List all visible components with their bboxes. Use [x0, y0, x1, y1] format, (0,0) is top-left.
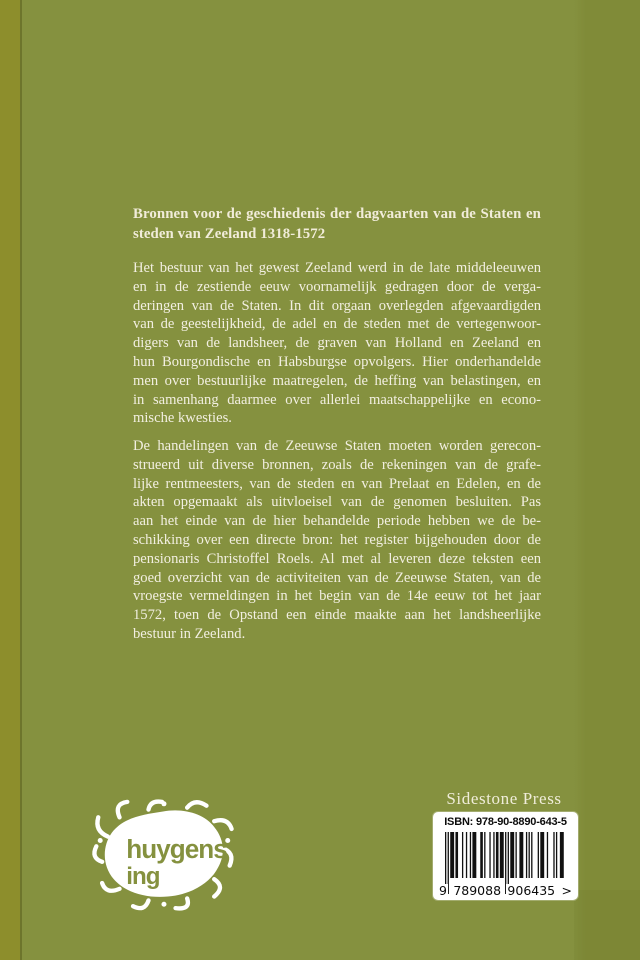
text-line: bestuur in Zeeland.: [133, 625, 246, 642]
text-line: lijke rentmeesters, van de steden en van Prelaat en Edelen, en de: [133, 475, 541, 492]
text-line: van de geestelijkheid, de adel en de steden met de vertegenwoor-: [133, 316, 541, 333]
text-line: hun Bourgondische en Habsburgse opvolgers. Hier onderhandelde: [133, 353, 541, 370]
book-spine: [0, 0, 20, 960]
logo-word-1: huygens: [126, 833, 227, 864]
isbn-label: ISBN: 978-90-8890-643-5: [444, 816, 567, 828]
text-line: mische kwesties.: [133, 410, 232, 427]
text-line: in samenhang daarmee over allerlei maatschappelijke en econo-: [133, 391, 541, 408]
cover-edge-shading: [574, 0, 640, 960]
text-line: 1572, toen de Opstand een einde maakte aan het landsheerlijke: [133, 607, 541, 624]
text-line: digers van de landsheer, de graven van Holland en Zeeland en: [133, 335, 541, 352]
text-line: aan het einde van de hier behandelde periode hebben we de be-: [133, 513, 541, 530]
barcode-digit-group: 789088: [453, 883, 502, 898]
barcode-digit-group: 906435: [507, 883, 556, 898]
spine-seam: [20, 0, 22, 960]
text-line: steden van Zeeland 1318-1572: [133, 226, 326, 242]
body-paragraph-1: [133, 259, 541, 428]
text-line: Bronnen voor de geschiedenis der dagvaarten van de Staten en: [133, 206, 541, 222]
text-line: deringen van de Staten. In dit orgaan overlegden afgevaardigden: [133, 297, 541, 314]
body-paragraph-2: [133, 437, 541, 644]
wreath-icon: [90, 798, 236, 912]
huygens-ing-logo: [90, 798, 236, 912]
cover-corner-shading: [574, 890, 640, 960]
barcode-arrow: >: [561, 883, 572, 898]
text-line: strueerd uit diverse bronnen, zoals de rekeningen van de grafe-: [133, 456, 541, 473]
barcode-number: [438, 884, 573, 897]
text-line: goed overzicht van de activiteiten van de Zeeuwse Staten, van de: [133, 569, 541, 586]
publisher-name: Sidestone Press: [446, 789, 562, 808]
text-line: vroegste vermeldingen in het begin van de 14e eeuw tot het jaar: [133, 588, 541, 605]
text-line: Het bestuur van het gewest Zeeland werd in de late middeleeuwen: [133, 260, 541, 276]
text-line: pensionaris Christoffel Roels. Al met al leveren deze teksten een: [133, 550, 541, 567]
text-line: en in de zestiende eeuw voornamelijk gedragen door de verga-: [133, 278, 541, 295]
back-cover-title: [133, 204, 541, 244]
text-line: men over bestuurlijke maatregelen, de heffing van belastingen, en: [133, 372, 541, 389]
barcode-digit-group: 9: [439, 883, 447, 898]
isbn-barcode: [433, 812, 578, 900]
text-line: schikking over een directe bron: het register bijgehouden door de: [133, 531, 541, 548]
text-line: akten opgemaakt als uitvloeisel van de genomen besluiten. Pas: [133, 494, 541, 511]
logo-word-2: ing: [126, 862, 160, 890]
text-line: De handelingen van de Zeeuwse Staten moeten worden gerecon-: [133, 438, 541, 454]
